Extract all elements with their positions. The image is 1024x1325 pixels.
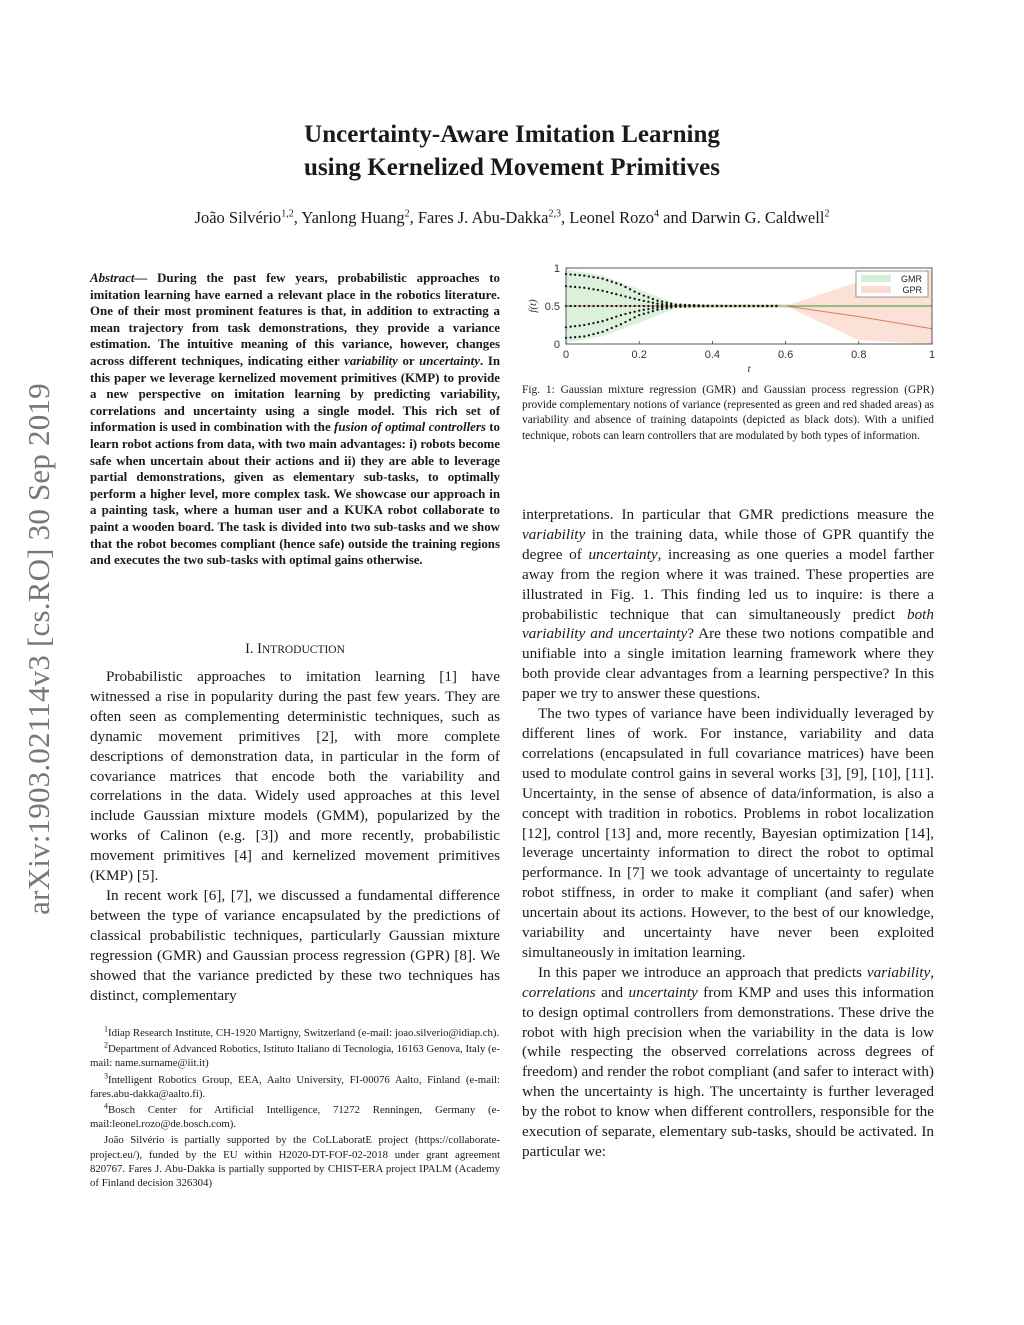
training-datapoint (661, 308, 663, 310)
abstract-emphasis: variability (344, 353, 398, 368)
author-affiliation: 2 (824, 208, 830, 220)
training-datapoint (583, 274, 585, 276)
author-name: João Silvério (194, 208, 282, 227)
training-datapoint (592, 322, 594, 324)
training-datapoint (611, 305, 613, 307)
training-datapoint (711, 305, 713, 307)
training-datapoint (574, 305, 576, 307)
training-datapoint (615, 325, 617, 327)
text: ? Are these two notions compatible and unifiable into a single imitation learning framework where they both provide clear advantages from a learning perspective? In this paper we try to answer these questions. (522, 625, 934, 703)
training-datapoint (606, 305, 608, 307)
training-datapoint (620, 323, 622, 325)
training-datapoint (611, 292, 613, 294)
training-datapoint (633, 316, 635, 318)
training-datapoint (643, 300, 645, 302)
training-datapoint (615, 282, 617, 284)
training-datapoint (652, 305, 654, 307)
footnote-text: Bosch Center for Artificial Intelligence, 71272 Renningen, Germany (e-mail:leonel.rozo@de.bosch.com). (90, 1104, 500, 1131)
training-datapoint (647, 305, 649, 307)
abstract-text: — During the past few years, probabilistic approaches to imitation learning have earned a relevant place in the robotics literature. One of their most prominent features is that, in addition to extracting a mean trajectory from task demonstrations, they provide a variance estimation. The intuitive meaning of this variance, however, changes across different techniques, indicating either (90, 271, 500, 368)
training-datapoint (743, 305, 745, 307)
emphasis: uncertainty (628, 983, 698, 1001)
training-datapoint (569, 273, 571, 275)
training-datapoint (574, 336, 576, 338)
training-datapoint (656, 306, 658, 308)
training-datapoint (615, 293, 617, 295)
author-name: Fares J. Abu-Dakka (417, 208, 549, 227)
training-datapoint (606, 279, 608, 281)
training-datapoint (588, 323, 590, 325)
x-tick-label: 0.6 (777, 349, 794, 361)
emphasis: variability (866, 963, 931, 981)
training-datapoint (748, 305, 750, 307)
emphasis: both variability and uncertainty (522, 605, 934, 643)
training-datapoint (592, 276, 594, 278)
training-datapoint (606, 291, 608, 293)
training-datapoint (597, 277, 599, 279)
training-datapoint (766, 305, 768, 307)
paragraph: Probabilistic approaches to imitation learning [1] have witnessed a rise in popularity during the past few years. They are often seen as complementing deterministic techniques, such as dynamic movement primitives [2], with more complete descriptions of demonstration data, in particular in the form of covariance matrices that encode both the variability and correlations in the data. Widely used approaches at this level include Gaussian mixture models (GMM), popularized by the works of Calinon (e.g. [3]) and more recently, probabilistic movement primitives [4] and kernelized movement primitives (KMP) [5]. (90, 668, 500, 885)
training-datapoint (601, 320, 603, 322)
training-datapoint (606, 329, 608, 331)
training-datapoint (615, 315, 617, 317)
training-datapoint (652, 298, 654, 300)
training-datapoint (583, 287, 585, 289)
training-datapoint (661, 300, 663, 302)
training-datapoint (583, 324, 585, 326)
training-datapoint (592, 305, 594, 307)
training-datapoint (597, 305, 599, 307)
x-tick-label: 0.4 (704, 349, 721, 361)
training-datapoint (734, 305, 736, 307)
arxiv-identifier: arXiv:1903.02114v3 [cs.RO] 30 Sep 2019 (21, 383, 56, 915)
training-datapoint (592, 288, 594, 290)
training-datapoint (638, 299, 640, 301)
emphasis: uncertainty (588, 545, 658, 563)
training-datapoint (739, 305, 741, 307)
training-datapoint (633, 305, 635, 307)
paragraph (522, 505, 934, 704)
training-datapoint (624, 305, 626, 307)
training-datapoint (583, 305, 585, 307)
footnote-mark: 2 (104, 1040, 108, 1050)
training-datapoint (597, 289, 599, 291)
training-datapoint (601, 331, 603, 333)
section-number: I. (245, 641, 258, 657)
y-tick-label: 1 (553, 263, 560, 275)
training-datapoint (684, 305, 686, 307)
training-datapoint (569, 336, 571, 338)
training-datapoint (647, 311, 649, 313)
text: , increasing as one queries a model farther away from the region where it was trained. These properties are illustrated in Fig. 1. This finding led us to inquire: is there a probabilistic technique that can simultaneously predict (522, 545, 934, 623)
paragraph: The two types of variance have been individually leveraged by different lines of work. For instance, variability and data correlations (encapsulated in full covariance matrices) have been used to modulate control gains in several works [3], [9], [10], [11]. Uncertainty, in the sense of absence of data/information, is also a concept with tradition in robotics. Problems in robot localization [12], control [13] and, more recently, Bayesian optimization [14], leverage uncertainty information to direct the robot to optimal performance. In [7] we took advantage of uncertainty to regulate robot stiffness, in order to make it compliant (and safer) when uncertain about its actions. However, to the best of our knowledge, variability and uncertainty have never been exploited simultaneously in imitation learning. (522, 705, 934, 961)
footnote-text: Department of Advanced Robotics, Istituto Italiano di Tecnologia, 16163 Genova, Italy (e-mail: name.surname@iit.it) (90, 1043, 500, 1070)
x-axis-label: t (747, 363, 751, 375)
training-datapoint (670, 306, 672, 308)
training-datapoint (656, 300, 658, 302)
training-datapoint (762, 305, 764, 307)
footnote-mark: 4 (104, 1101, 108, 1111)
training-datapoint (611, 317, 613, 319)
training-datapoint (624, 295, 626, 297)
training-datapoint (574, 274, 576, 276)
arxiv-sidebar (14, 352, 64, 946)
paragraph (522, 963, 934, 1162)
training-datapoint (647, 296, 649, 298)
footnote-mark: 1 (104, 1024, 108, 1034)
training-datapoint (569, 326, 571, 328)
training-datapoint (601, 305, 603, 307)
section-heading-introduction (90, 641, 500, 658)
training-datapoint (620, 314, 622, 316)
training-datapoint (569, 285, 571, 287)
abstract-text: to learn robot actions from data, with two main advantages: i) robots become safe when uncertain about their actions and ii) they are able to leverage partial demonstrations, given as elementary sub-tasks, to optimally perform a higher level, more complex task. We showcase our approach in a painting task, where a human user and a KUKA robot collaborate to paint a wooden board. The task is divided into two sub-tasks and we show that the robot becomes compliant (hence safe) outside the training regions and executes the two sub-tasks with optimal gains otherwise. (90, 420, 500, 568)
training-datapoint (730, 305, 732, 307)
abstract-emphasis: uncertainty (419, 353, 480, 368)
legend-swatch-gmr (861, 275, 891, 282)
training-datapoint (579, 286, 581, 288)
training-datapoint (579, 324, 581, 326)
legend-swatch-gpr (861, 286, 891, 293)
training-datapoint (652, 302, 654, 304)
training-datapoint (597, 332, 599, 334)
training-datapoint (624, 286, 626, 288)
training-datapoint (606, 319, 608, 321)
training-datapoint (574, 286, 576, 288)
training-datapoint (643, 305, 645, 307)
training-datapoint (752, 305, 754, 307)
training-datapoint (601, 277, 603, 279)
training-datapoint (638, 305, 640, 307)
training-datapoint (620, 305, 622, 307)
training-datapoint (588, 334, 590, 336)
training-datapoint (629, 288, 631, 290)
training-datapoint (647, 301, 649, 303)
training-datapoint (588, 287, 590, 289)
training-datapoint (720, 305, 722, 307)
text: from KMP and uses this information to design optimal controllers from demonstrations. These drive the robot with high precision when the variability in the data is low (while respecting the observed correlations across degrees of freedom) and render the robot compliant (and safer to interact with) when the uncertainty is high. The uncertainty is further leveraged by the robot to know when different controllers, responsible for the execution of separate, elementary sub-tasks, should be activated. In particular we: (522, 983, 934, 1160)
section-initial: I (257, 641, 262, 657)
training-datapoint (643, 294, 645, 296)
training-datapoint (757, 305, 759, 307)
figure-1-chart (522, 256, 942, 386)
training-datapoint (693, 305, 695, 307)
author-name: Darwin G. Caldwell (691, 208, 825, 227)
introduction-left-column (90, 667, 500, 1005)
x-tick-label: 0.8 (851, 349, 867, 361)
text: , (930, 963, 934, 981)
training-datapoint (611, 327, 613, 329)
paragraph: In recent work [6], [7], we discussed a fundamental difference between the type of variance encapsulated by the predictions of classical probabilistic techniques, particularly Gaussian mixture regression (GMR) and Gaussian process regression (GPR) [8]. We showed that the variance predicted by these two techniques has distinct, complementary (90, 886, 500, 1004)
training-datapoint (633, 298, 635, 300)
footnote (90, 1103, 500, 1131)
author-affiliation: 1,2 (281, 208, 294, 220)
training-datapoint (620, 284, 622, 286)
text: and (595, 983, 629, 1001)
section-title-rest: NTRODUCTION (261, 644, 345, 656)
training-datapoint (629, 296, 631, 298)
training-datapoint (647, 308, 649, 310)
x-tick-label: 1 (928, 349, 936, 361)
training-datapoint (716, 305, 718, 307)
training-datapoint (583, 335, 585, 337)
author-name: Yanlong Huang (301, 208, 405, 227)
training-datapoint (652, 307, 654, 309)
training-datapoint (620, 294, 622, 296)
training-datapoint (638, 314, 640, 316)
funding-note: João Silvério is partially supported by the CoLLaboratE project (https://collaborate-project.eu/), funded by the EU within H2020-DT-FOF-02-2018 under grant agreement 820767. Fares J. Abu-Dakka is partially supported by CHIST-ERA project IPALM (Academy of Finland decision 326304) (90, 1134, 500, 1190)
y-tick-label: 0.5 (544, 301, 560, 313)
x-tick-label: 0 (562, 349, 570, 361)
legend-label: GMR (901, 274, 922, 284)
training-datapoint (652, 310, 654, 312)
training-datapoint (615, 305, 617, 307)
footnotes (90, 1026, 500, 1192)
training-datapoint (601, 290, 603, 292)
training-datapoint (698, 305, 700, 307)
training-datapoint (707, 305, 709, 307)
training-datapoint (643, 313, 645, 315)
introduction-right-column (522, 505, 934, 1162)
training-datapoint (656, 303, 658, 305)
text: interpretations. In particular that GMR predictions measure the (522, 506, 934, 523)
emphasis: variability (522, 525, 586, 543)
training-datapoint (624, 321, 626, 323)
abstract-text: . In this paper we leverage kernelized movement primitives (KMP) to provide a new perspective on imitation learning by predicting variability, correlations and uncertainty using a single model. This rich set of information is used in combination with the (90, 353, 500, 435)
training-datapoint (638, 309, 640, 311)
y-tick-label: 0 (553, 339, 560, 351)
training-datapoint (633, 290, 635, 292)
training-datapoint (679, 306, 681, 308)
training-datapoint (597, 321, 599, 323)
figure-1-caption: Fig. 1: Gaussian mixture regression (GMR) and Gaussian process regression (GPR) provide complementary notions of variance (represented as green and red shaded areas) as variability and absence of training datapoints (depicted as black dots). With a unified technique, robots can learn controllers that are modulated by both types of information. (522, 384, 934, 442)
footnote (90, 1073, 500, 1101)
training-datapoint (656, 309, 658, 311)
training-datapoint (675, 306, 677, 308)
training-datapoint (629, 312, 631, 314)
training-datapoint (588, 305, 590, 307)
training-datapoint (638, 293, 640, 295)
footnote-text: Idiap Research Institute, CH-1920 Martigny, Switzerland (e-mail: joao.silverio@idiap.ch). (108, 1027, 500, 1039)
footnote (90, 1042, 500, 1070)
abstract-emphasis: fusion of optimal controllers (334, 420, 486, 435)
training-datapoint (702, 305, 704, 307)
author-affiliation: 4 (654, 208, 659, 220)
training-datapoint (579, 305, 581, 307)
author-affiliation: 2 (404, 208, 410, 220)
author-name: Leonel Rozo (569, 208, 654, 227)
abstract-text: or (397, 353, 420, 368)
title-line-2: using Kernelized Movement Primitives (304, 154, 720, 181)
training-datapoint (633, 311, 635, 313)
training-datapoint (643, 309, 645, 311)
footnote-mark: 3 (104, 1071, 108, 1081)
x-tick-label: 0.2 (631, 349, 647, 361)
training-datapoint (771, 305, 773, 307)
training-datapoint (569, 305, 571, 307)
training-datapoint (629, 305, 631, 307)
training-datapoint (579, 274, 581, 276)
y-axis-label: f(t) (527, 299, 539, 313)
training-datapoint (611, 281, 613, 283)
training-datapoint (588, 275, 590, 277)
emphasis: correlations (522, 983, 596, 1001)
footnote-text: Intelligent Robotics Group, EEA, Aalto University, FI-00076 Aalto, Finland (e-mail: fares.abu-dakka@aalto.fi). (90, 1073, 500, 1100)
training-datapoint (592, 333, 594, 335)
training-datapoint (775, 305, 777, 307)
training-datapoint (629, 319, 631, 321)
text: In this paper we introduce an approach that predicts (538, 963, 867, 981)
footnote (90, 1026, 500, 1040)
abstract (90, 270, 500, 569)
training-datapoint (688, 305, 690, 307)
paper-title (160, 118, 864, 184)
abstract-label: Abstract (90, 271, 135, 285)
training-datapoint (725, 305, 727, 307)
text: in the training data, while those of GPR quantify the degree of (522, 525, 934, 563)
legend-label: GPR (902, 285, 922, 295)
training-datapoint (579, 336, 581, 338)
title-line-1: Uncertainty-Aware Imitation Learning (304, 121, 720, 148)
training-datapoint (574, 325, 576, 327)
author-affiliation: 2,3 (548, 208, 561, 220)
training-datapoint (666, 307, 668, 309)
training-datapoint (624, 313, 626, 315)
author-list: João Silvério$^{1,2}$, Yanlong Huang$^2$, Fares J. Abu-Dakka$^{2,3}$, Leonel Rozo$^4$ and Darwin G. Caldwell$^2$ (194, 208, 830, 227)
